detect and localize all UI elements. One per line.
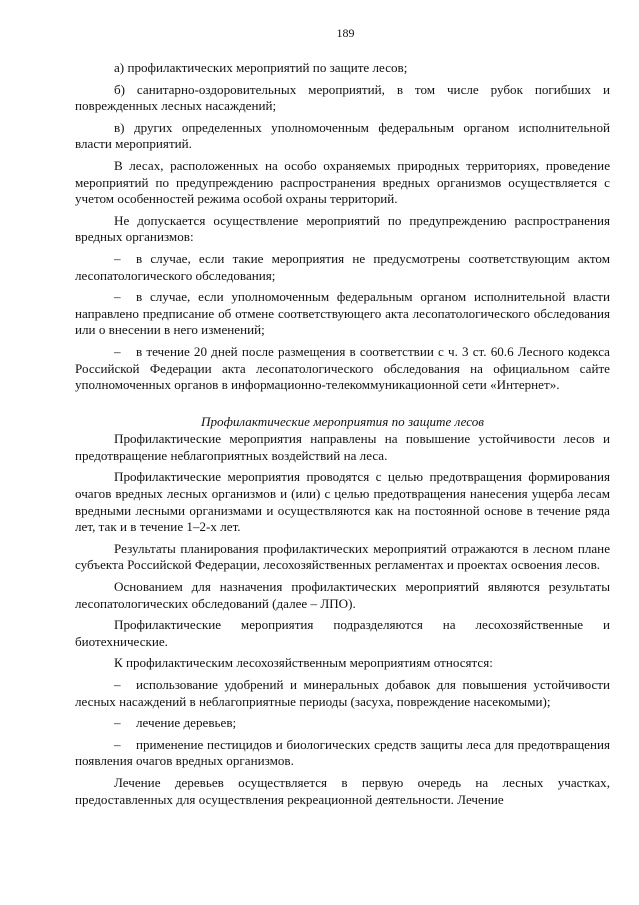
dash-mark: – [114,250,121,266]
dash-item [75,251,610,284]
paragraph: Результаты планирования профилактических мероприятий отражаются в лесном плане субъекта Российской Федерации, лесохозяйственных регламентах и проектах освоения лесов. [75,540,610,573]
dash-mark: – [114,289,121,305]
dash-item-text: в случае, если уполномоченным федеральным органом исполнительной власти направлено предписание об отмене соответствующего акта лесопатологического обследования или о внесении в него изменений; [75,289,610,338]
paragraph-protected-territories: В лесах, расположенных на особо охраняемых природных территориях, проведение мероприятий по предупреждению распространения вредных организмов осуществляется с учетом особенностей режима особой охраны территорий. [75,157,610,207]
dash-item [75,677,610,710]
paragraph: Профилактические мероприятия подразделяются на лесохозяйственные и биотехнические. [75,617,610,649]
dash-item-text: использование удобрений и минеральных добавок для повышения устойчивости лесных насаждений в неблагоприятные периоды (засуха, повреждение насекомыми); [75,677,610,709]
paragraph: К профилактическим лесохозяйственным мероприятиям относятся: [114,655,493,671]
dash-item-text: в случае, если такие мероприятия не предусмотрены соответствующим актом лесопатологического обследования; [75,250,610,283]
dash-mark: – [114,677,121,692]
dash-mark: – [114,715,121,731]
list-item-a: а) профилактических мероприятий по защите лесов; [114,60,408,75]
paragraph: Профилактические мероприятия проводятся с целью предотвращения формирования очагов вредных лесных организмов и (или) с целью предотвращения нанесения ущерба лесам вредными лесными организмами и осуществляются как на постоянной основе в течение ряда лет, так и в течение 1–2-х лет. [75,469,610,535]
page-number: 189 [336,26,355,40]
paragraph-last: Лечение деревьев осуществляется в первую очередь на лесных участках, предоставленных для осуществления рекреационной деятельности. Лечение [75,774,610,807]
section-title: Профилактические мероприятия по защите лесов [201,413,484,429]
dash-item [75,715,610,732]
dash-item [75,737,610,770]
dash-item-text: применение пестицидов и биологических средств защиты леса для предотвращения появления очагов вредных организмов. [75,736,610,769]
document-page [75,26,610,813]
dash-item [75,289,610,339]
dash-mark: – [114,736,121,752]
paragraph: Основанием для назначения профилактических мероприятий являются результаты лесопатологических обследований (далее – ЛПО). [75,579,610,611]
paragraph-not-allowed: Не допускается осуществление мероприятий по предупреждению распространения вредных организмов: [75,212,610,245]
dash-item [75,344,610,394]
list-item-c: в) других определенных уполномоченным федеральным органом исполнительной власти мероприятий. [75,119,610,152]
paragraph: Профилактические мероприятия направлены на повышение устойчивости лесов и предотвращение неблагоприятных воздействий на леса. [75,431,610,463]
list-item-b: б) санитарно-оздоровительных мероприятий, в том числе рубок погибших и поврежденных лесных насаждений; [75,81,610,114]
dash-item-text: лечение деревьев; [136,715,237,731]
dash-mark: – [114,343,121,359]
dash-item-text: в течение 20 дней после размещения в соответствии с ч. 3 ст. 60.6 Лесного кодекса Российской Федерации акта лесопатологического обследования на официальном сайте уполномоченных органов в информационно-телекоммуникационной сети «Интернет». [75,343,610,393]
